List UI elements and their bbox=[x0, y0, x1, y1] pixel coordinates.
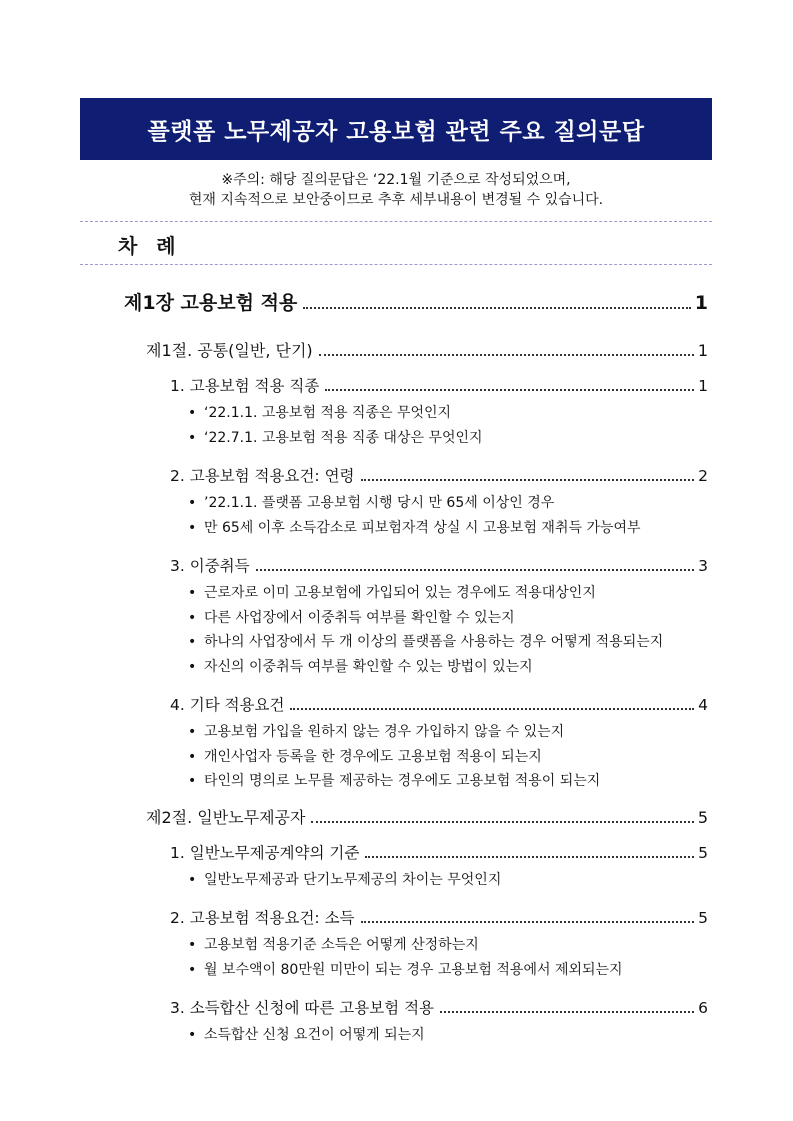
dot-leader bbox=[440, 1011, 694, 1013]
toc-item[interactable] bbox=[170, 374, 708, 396]
toc-item-label: 1. 고용보험 적용 직종 bbox=[170, 377, 320, 395]
notice-line-1: ※주의: 해당 질의문답은 ‘22.1월 기준으로 작성되었으며, bbox=[221, 172, 571, 188]
toc-item[interactable] bbox=[170, 554, 708, 576]
toc-item-page-number: 1 bbox=[698, 377, 708, 395]
toc-subitem-text: ‘22.1.1. 고용보험 적용 직종은 무엇인지 bbox=[204, 405, 452, 421]
bullet-icon: • bbox=[188, 405, 197, 421]
toc-subitem-text: 소득합산 신청 요건이 어떻게 되는지 bbox=[204, 1027, 425, 1043]
toc-subitem[interactable] bbox=[188, 746, 688, 766]
toc-subitem-text: 근로자로 이미 고용보험에 가입되어 있는 경우에도 적용대상인지 bbox=[204, 585, 596, 601]
toc-subitem-text: 일반노무제공과 단기노무제공의 차이는 무엇인지 bbox=[204, 871, 502, 888]
toc-subitem[interactable] bbox=[188, 959, 688, 979]
toc-item-label: 2. 고용보험 적용요건: 연령 bbox=[170, 467, 355, 485]
toc-subitem-text: 다른 사업장에서 이중취득 여부를 확인할 수 있는지 bbox=[204, 609, 515, 626]
toc-subitem-text: 하나의 사업장에서 두 개 이상의 플랫폼을 사용하는 경우 어떻게 적용되는지 bbox=[204, 634, 664, 650]
toc-subitem-text: ‘22.7.1. 고용보험 적용 직종 대상은 무엇인지 bbox=[204, 429, 483, 446]
toc-subitem-text: 만 65세 이후 소득감소로 피보험자격 상실 시 고용보험 재취득 가능여부 bbox=[204, 519, 641, 536]
toc-chapter-page-number: 1 bbox=[694, 292, 708, 314]
toc-subitem[interactable] bbox=[188, 427, 688, 447]
bullet-icon: • bbox=[188, 871, 197, 888]
dot-leader bbox=[256, 569, 695, 571]
toc-item-label: 3. 소득합산 신청에 따른 고용보험 적용 bbox=[170, 999, 435, 1017]
toc-chapter[interactable] bbox=[124, 288, 708, 315]
document-title: 플랫폼 노무제공자 고용보험 관련 주요 질의문답 bbox=[147, 118, 645, 145]
toc-item-page-number: 6 bbox=[698, 999, 708, 1017]
dot-leader bbox=[319, 354, 694, 356]
toc-subitem[interactable] bbox=[188, 656, 688, 676]
toc-item-label: 2. 고용보험 적용요건: 소득 bbox=[170, 909, 355, 927]
bullet-icon: • bbox=[188, 748, 197, 765]
bullet-icon: • bbox=[188, 658, 197, 675]
toc-subitem-text: ’22.1.1. 플랫폼 고용보험 시행 당시 만 65세 이상인 경우 bbox=[204, 495, 555, 511]
document-title-banner bbox=[80, 98, 712, 160]
toc-subitem[interactable] bbox=[188, 607, 688, 627]
toc-subitem[interactable] bbox=[188, 631, 688, 651]
divider-top bbox=[80, 221, 712, 222]
toc-item-page-number: 5 bbox=[698, 909, 708, 927]
toc-subitem-text: 타인의 명의로 노무를 제공하는 경우에도 고용보험 적용이 되는지 bbox=[204, 773, 601, 789]
toc-section-page-number: 5 bbox=[697, 807, 708, 827]
toc-item-label: 4. 기타 적용요건 bbox=[170, 696, 285, 714]
bullet-icon: • bbox=[188, 937, 197, 953]
bullet-icon: • bbox=[188, 585, 197, 601]
toc-chapter-label: 제1장 고용보험 적용 bbox=[124, 292, 298, 314]
toc-item[interactable] bbox=[170, 841, 708, 863]
toc-item-page-number: 4 bbox=[698, 696, 708, 714]
toc-section[interactable] bbox=[146, 338, 708, 361]
dot-leader bbox=[325, 389, 694, 391]
dot-leader bbox=[361, 479, 695, 481]
dot-leader bbox=[311, 821, 693, 823]
toc-subitem-text: 자신의 이중취득 여부를 확인할 수 있는 방법이 있는지 bbox=[204, 658, 533, 675]
bullet-icon: • bbox=[188, 495, 197, 511]
bullet-icon: • bbox=[188, 519, 197, 536]
toc-subitem-text: 월 보수액이 80만원 미만이 되는 경우 고용보험 적용에서 제외되는지 bbox=[204, 961, 623, 978]
toc-item[interactable] bbox=[170, 906, 708, 928]
toc-item-page-number: 3 bbox=[698, 557, 708, 575]
toc-subitem[interactable] bbox=[188, 1024, 688, 1044]
toc-subitem[interactable] bbox=[188, 582, 688, 602]
notice bbox=[80, 170, 712, 210]
toc-section-label: 제1절. 공통(일반, 단기) bbox=[146, 341, 313, 360]
toc-subitem-text: 고용보험 적용기준 소득은 어떻게 산정하는지 bbox=[204, 937, 479, 953]
toc-subitem[interactable] bbox=[188, 492, 688, 512]
bullet-icon: • bbox=[188, 961, 197, 978]
toc-item[interactable] bbox=[170, 464, 708, 486]
bullet-icon: • bbox=[188, 634, 197, 650]
bullet-icon: • bbox=[188, 429, 197, 446]
bullet-icon: • bbox=[188, 1027, 197, 1043]
toc-subitem[interactable] bbox=[188, 517, 688, 537]
toc-item-label: 3. 이중취득 bbox=[170, 557, 250, 575]
toc-subitem[interactable] bbox=[188, 721, 688, 741]
toc-section-label: 제2절. 일반노무제공자 bbox=[146, 807, 306, 827]
dot-leader bbox=[365, 856, 694, 858]
notice-line-2: 현재 지속적으로 보안중이므로 추후 세부내용이 변경될 수 있습니다. bbox=[188, 192, 604, 208]
toc-item-page-number: 2 bbox=[698, 467, 708, 485]
toc-section-page-number: 1 bbox=[697, 341, 708, 360]
dot-leader bbox=[290, 708, 694, 710]
toc-subitem[interactable] bbox=[188, 869, 688, 889]
toc-item[interactable] bbox=[170, 996, 708, 1018]
toc-item-page-number: 5 bbox=[698, 843, 708, 862]
toc-subitem[interactable] bbox=[188, 934, 688, 954]
toc-subitem-text: 고용보험 가입을 원하지 않는 경우 가입하지 않을 수 있는지 bbox=[204, 724, 565, 740]
bullet-icon: • bbox=[188, 773, 197, 789]
toc-item-label: 1. 일반노무제공계약의 기준 bbox=[170, 843, 360, 862]
divider-bottom bbox=[80, 264, 712, 265]
toc-section[interactable] bbox=[146, 805, 708, 828]
bullet-icon: • bbox=[188, 609, 197, 626]
dot-leader bbox=[303, 307, 690, 309]
toc-subitem-text: 개인사업자 등록을 한 경우에도 고용보험 적용이 되는지 bbox=[204, 748, 542, 765]
dot-leader bbox=[361, 921, 695, 923]
toc-item[interactable] bbox=[170, 693, 708, 715]
toc-subitem[interactable] bbox=[188, 402, 688, 422]
toc-heading: 차 례 bbox=[118, 234, 182, 258]
toc-subitem[interactable] bbox=[188, 770, 688, 790]
bullet-icon: • bbox=[188, 724, 197, 740]
